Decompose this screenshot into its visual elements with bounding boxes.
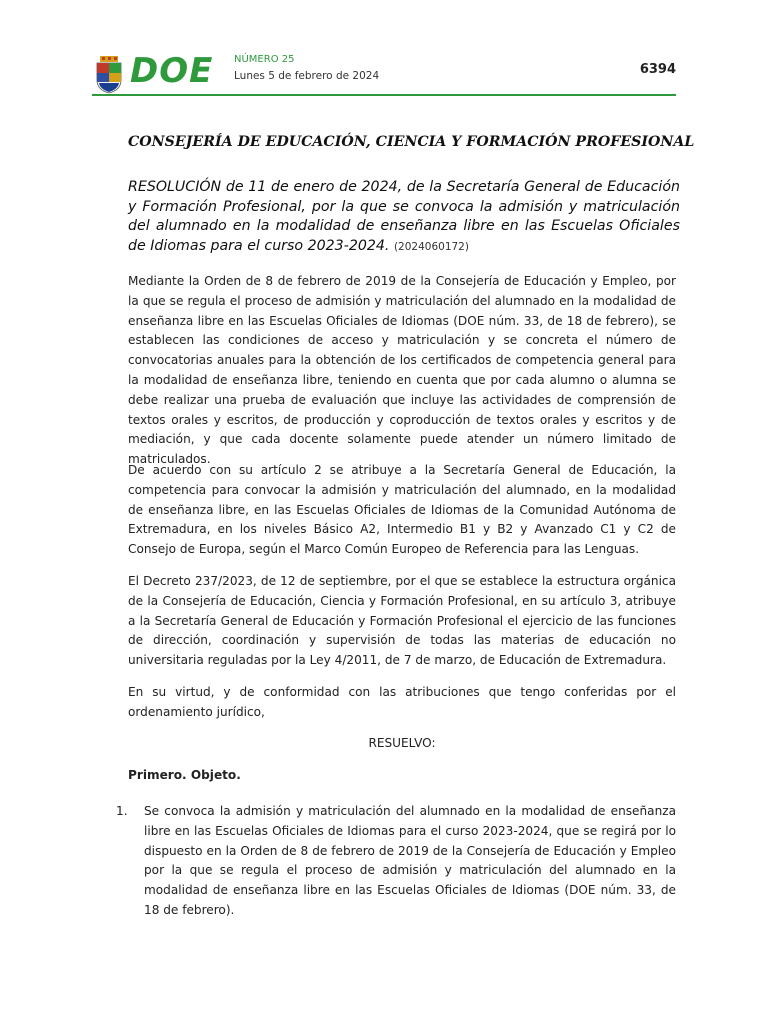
coat-of-arms-icon: [94, 56, 124, 94]
paragraph-4: En su virtud, y de conformidad con las atribuciones que tengo conferidas por el ordenamiento jurídico,: [128, 685, 676, 719]
resolution-title: [128, 178, 680, 257]
resolution-code: (2024060172): [393, 240, 469, 253]
list-item-number: 1.: [116, 804, 128, 818]
paragraph-3: El Decreto 237/2023, de 12 de septiembre, por el que se establece la estructura orgánica de la Consejería de Educación, Ciencia y Formación Profesional, en su artículo 3, atribuye a la Secretaría General de Educación y Formación Profesional el ejercicio de las funciones de dirección, coordinación y supervisión de todas las materias de educación no universitaria reguladas por la Ley 4/2011, de 7 de marzo, de Educación de Extremadura.: [128, 574, 676, 668]
page-header: [92, 52, 676, 96]
resuelvo-heading: RESUELVO:: [368, 736, 436, 750]
issue-date: Lunes 5 de febrero de 2024: [234, 70, 380, 82]
department-heading: CONSEJERÍA DE EDUCACIÓN, CIENCIA Y FORMACIÓN PROFESIONAL: [128, 134, 695, 150]
paragraph-2: De acuerdo con su artículo 2 se atribuye a la Secretaría General de Educación, la competencia para convocar la admisión y matriculación del alumnado, en la modalidad de enseñanza libre, en las Escuelas Oficiales de Idiomas de la Comunidad Autónoma de Extremadura, en los niveles Básico A2, Intermedio B1 y B2 y Avanzado C1 y C2 de Consejo de Europa, según el Marco Común Europeo de Referencia para las Lenguas.: [128, 463, 676, 557]
resolution-title-text: RESOLUCIÓN de 11 de enero de 2024, de la Secretaría General de Educación y Formación Profesional, por la que se convoca la admisión y matriculación del alumnado en la modalidad de enseñanza libre en las Escuelas Oficiales de Idiomas para el curso 2023-2024.: [128, 179, 680, 254]
list-item: [116, 802, 676, 921]
list-item-text: Se convoca la admisión y matriculación del alumnado en la modalidad de enseñanza libre en las Escuelas Oficiales de Idiomas para el curso 2023-2024, que se regirá por lo dispuesto en la Orden de 8 de febrero de 2019 de la Consejería de Educación y Empleo por la que se regula el proceso de admisión y matriculación del alumnado en la modalidad de enseñanza libre en las Escuelas Oficiales de Idiomas (DOE núm. 33, de 18 de febrero).: [144, 804, 676, 917]
issue-number: NÚMERO 25: [234, 54, 295, 65]
section-heading: Primero. Objeto.: [128, 768, 241, 782]
paragraph-1: Mediante la Orden de 8 de febrero de 2019 de la Consejería de Educación y Empleo, por la que se regula el proceso de admisión y matriculación del alumnado en la modalidad de enseñanza libre en las Escuelas Oficiales de Idiomas (DOE núm. 33, de 18 de febrero), se establecen las condiciones de acceso y matriculación y se concreta el número de convocatorias anuales para la obtención de los certificados de competencia general para la modalidad de enseñanza libre, teniendo en cuenta que por cada alumno o alumna se debe realizar una prueba de evaluación que incluye las actividades de comprensión de textos orales y escritos, de producción y coproducción de textos orales y escritos y de mediación, y que cada docente solamente puede atender un número limitado de matriculados.: [128, 274, 676, 467]
page-number: 6394: [639, 62, 676, 77]
doe-logo: DOE: [130, 51, 214, 91]
